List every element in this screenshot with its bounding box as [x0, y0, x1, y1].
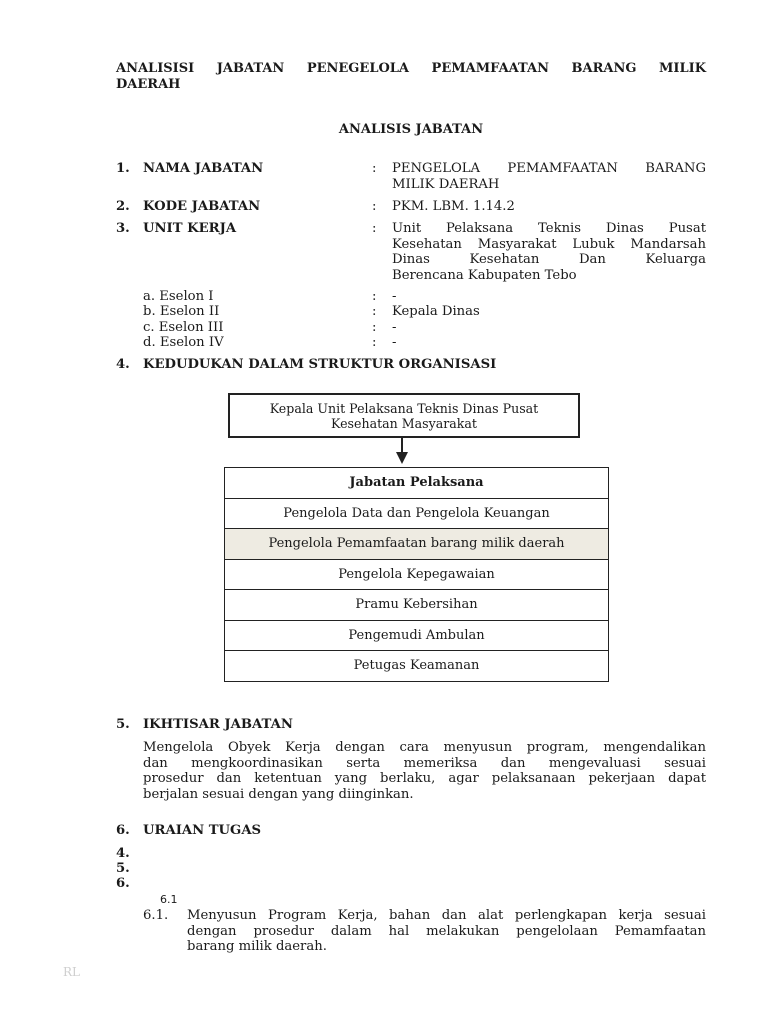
table-row	[225, 468, 609, 499]
label-unit-kerja: UNIT KERJA	[143, 221, 237, 236]
colon: :	[372, 320, 377, 335]
task-number: 6.1.	[143, 908, 169, 923]
table-row	[225, 620, 609, 651]
stray-number: 4.	[116, 846, 130, 861]
colon: :	[372, 304, 377, 319]
task-line1: Menyusun Program Kerja, bahan dan alat perlengkapan kerja sesuai	[187, 908, 706, 923]
task-line3: barang milik daerah.	[187, 939, 327, 954]
value-nama-line1: PENGELOLA PEMAMFAATAN BARANG	[392, 161, 706, 176]
document-title	[116, 61, 706, 93]
sub-number-small: 6.1	[160, 893, 178, 906]
item-number-kedudukan: 4.	[116, 357, 130, 372]
stray-number: 5.	[116, 861, 130, 876]
table-cell: Pengelola Kepegawaian	[225, 559, 609, 590]
footer-watermark: RL	[63, 965, 81, 979]
table-row	[225, 651, 609, 682]
table-row	[225, 590, 609, 621]
value-nama-line2: MILIK DAERAH	[392, 176, 500, 192]
label-ikhtisar: IKHTISAR JABATAN	[143, 717, 293, 732]
label-nama-jabatan: NAMA JABATAN	[143, 161, 264, 176]
value-unit-line4: Berencana Kabupaten Tebo	[392, 267, 577, 283]
colon: :	[372, 335, 377, 350]
label-eselon-2: b. Eselon II	[143, 304, 220, 319]
colon: :	[372, 221, 377, 236]
item-number-ikhtisar: 5.	[116, 717, 130, 732]
value-unit-line1: Unit Pelaksana Teknis Dinas Pusat	[392, 221, 706, 236]
section-title: ANALISIS JABATAN	[338, 122, 484, 137]
item-number-uraian: 6.	[116, 823, 130, 838]
value-unit-line3: Dinas Kesehatan Dan Keluarga	[392, 252, 706, 267]
label-eselon-3: c. Eselon III	[143, 320, 224, 335]
arrow-down-icon	[396, 452, 408, 464]
org-chart-head-line2: Kesehatan Masyarakat	[331, 415, 477, 431]
item-number-unit: 3.	[116, 221, 130, 236]
label-eselon-4: d. Eselon IV	[143, 335, 224, 350]
label-uraian-tugas: URAIAN TUGAS	[143, 823, 262, 838]
jabatan-pelaksana-table	[224, 467, 609, 682]
value-kode-jabatan: PKM. LBM. 1.14.2	[392, 199, 515, 214]
colon: :	[372, 289, 377, 304]
task-paragraph	[187, 908, 706, 955]
colon: :	[372, 161, 377, 176]
label-kode-jabatan: KODE JABATAN	[143, 199, 261, 214]
table-row	[225, 559, 609, 590]
colon: :	[372, 199, 377, 214]
value-eselon-1: -	[392, 289, 397, 304]
item-number-kode: 2.	[116, 199, 130, 214]
table-row	[225, 498, 609, 529]
table-cell-highlighted: Pengelola Pemamfaatan barang milik daerah	[225, 529, 609, 560]
org-chart-head-box	[228, 393, 580, 438]
value-unit-line2: Kesehatan Masyarakat Lubuk Mandarsah	[392, 236, 706, 252]
table-header-cell: Jabatan Pelaksana	[225, 468, 609, 499]
table-cell: Pengemudi Ambulan	[225, 620, 609, 651]
ikhtisar-line4: berjalan sesuai dengan yang diinginkan.	[143, 786, 414, 802]
table-cell: Petugas Keamanan	[225, 651, 609, 682]
value-eselon-3: -	[392, 320, 397, 335]
value-unit-kerja	[392, 221, 706, 283]
ikhtisar-paragraph	[143, 740, 706, 802]
value-eselon-2: Kepala Dinas	[392, 304, 480, 319]
ikhtisar-line3: prosedur dan ketentuan yang berlaku, agar pelaksanaan pekerjaan dapat	[143, 771, 706, 786]
label-kedudukan: KEDUDUKAN DALAM STRUKTUR ORGANISASI	[143, 357, 497, 372]
item-number-nama: 1.	[116, 161, 130, 176]
ikhtisar-line2: dan mengkoordinasikan serta memeriksa dan mengevaluasi sesuai	[143, 755, 706, 771]
table-row	[225, 529, 609, 560]
ikhtisar-line1: Mengelola Obyek Kerja dengan cara menyusun program, mengendalikan	[143, 740, 706, 755]
table-cell: Pramu Kebersihan	[225, 590, 609, 621]
document-title-line1: ANALISISI JABATAN PENEGELOLA PEMAMFAATAN BARANG MILIK	[116, 61, 706, 76]
label-eselon-1: a. Eselon I	[143, 289, 214, 304]
document-title-line2: DAERAH	[116, 77, 181, 92]
value-eselon-4: -	[392, 335, 397, 350]
org-chart-head-line1: Kepala Unit Pelaksana Teknis Dinas Pusat	[269, 400, 539, 416]
task-line2: dengan prosedur dalam hal melakukan pengelolaan Pemamfaatan	[187, 923, 706, 939]
stray-number: 6.	[116, 876, 130, 891]
value-nama-jabatan	[392, 161, 706, 192]
table-cell: Pengelola Data dan Pengelola Keuangan	[225, 498, 609, 529]
